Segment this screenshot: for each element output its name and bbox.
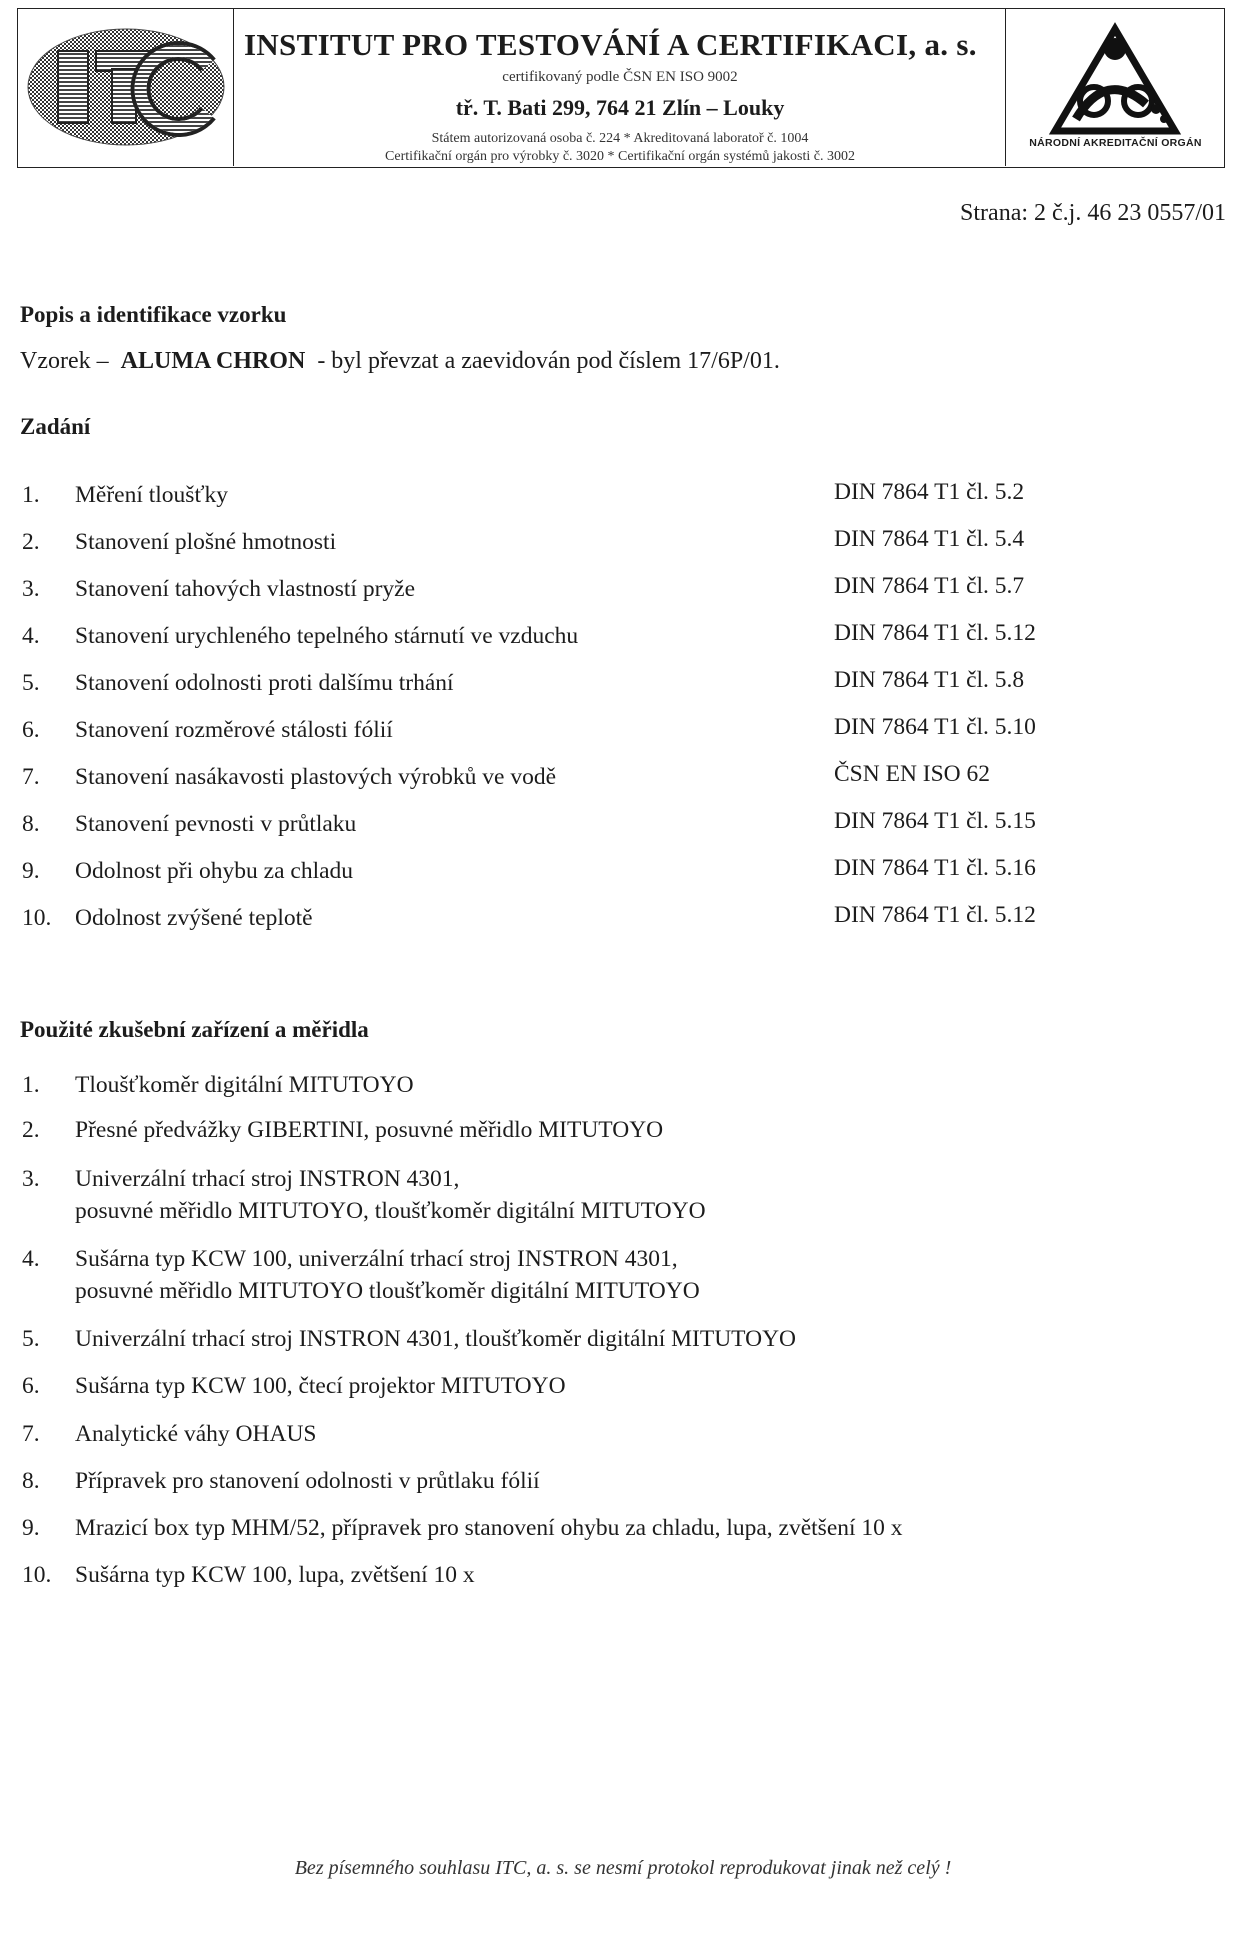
test-standard: DIN 7864 T1 čl. 5.12: [834, 902, 1036, 928]
item-number: 3.: [22, 1166, 40, 1192]
assignment-row: [0, 761, 1246, 798]
assignment-row: [0, 620, 1246, 657]
item-number: 6.: [22, 1373, 40, 1399]
equipment-row: [0, 1246, 1246, 1304]
test-standard: DIN 7864 T1 čl. 5.7: [834, 573, 1025, 599]
item-number: 2.: [22, 529, 40, 555]
equipment-text: Tloušťkoměr digitální MITUTOYO: [75, 1072, 414, 1098]
equipment-text: Mrazicí box typ MHM/52, přípravek pro stanovení ohybu za chladu, lupa, zvětšení 10 x: [75, 1515, 903, 1541]
item-number: 3.: [22, 576, 40, 602]
assignment-row: [0, 855, 1246, 892]
equipment-row: [0, 1468, 1246, 1502]
institute-address: tř. T. Bati 299, 764 21 Zlín – Louky: [455, 95, 785, 120]
authorization-line-2: Certifikační orgán pro výrobky č. 3020 * Certifikační orgán systémů jakosti č. 3002: [385, 149, 855, 164]
item-number: 9.: [22, 858, 40, 884]
sample-prefix: Vzorek –: [20, 348, 109, 374]
equipment-text-continued: posuvné měřidlo MITUTOYO tloušťkoměr digitální MITUTOYO: [75, 1278, 700, 1304]
institute-name: INSTITUT PRO TESTOVÁNÍ A CERTIFIKACI, a. s.: [244, 27, 977, 62]
reproduction-notice: Bez písemného souhlasu ITC, a. s. se nesmí protokol reprodukovat jinak než celý !: [294, 1857, 952, 1879]
test-name: Stanovení nasákavosti plastových výrobků ve vodě: [75, 764, 557, 790]
equipment-row: [0, 1326, 1246, 1360]
item-number: 10.: [22, 1562, 52, 1588]
assignment-section-title: Zadání: [20, 414, 91, 439]
equipment-text: Přípravek pro stanovení odolnosti v průtlaku fólií: [75, 1468, 540, 1494]
test-standard: DIN 7864 T1 čl. 5.16: [834, 855, 1036, 881]
authorization-line-1: Státem autorizovaná osoba č. 224 * Akreditovaná laboratoř č. 1004: [431, 131, 809, 146]
test-name: Stanovení plošné hmotnosti: [75, 529, 337, 555]
item-number: 2.: [22, 1117, 40, 1143]
equipment-text: Univerzální trhací stroj INSTRON 4301, tloušťkoměr digitální MITUTOYO: [75, 1326, 797, 1352]
equipment-text: Sušárna typ KCW 100, čtecí projektor MITUTOYO: [75, 1373, 566, 1399]
equipment-text: Analytické váhy OHAUS: [75, 1421, 317, 1447]
equipment-row: [0, 1515, 1246, 1549]
item-number: 8.: [22, 1468, 40, 1494]
test-standard: DIN 7864 T1 čl. 5.8: [834, 667, 1025, 693]
equipment-text: Sušárna typ KCW 100, univerzální trhací stroj INSTRON 4301,: [75, 1246, 678, 1272]
letterhead: [17, 8, 1225, 168]
test-name: Odolnost zvýšené teplotě: [75, 905, 313, 931]
test-name: Měření tloušťky: [75, 482, 228, 508]
itc-logo: [18, 9, 233, 166]
test-name: Stanovení tahových vlastností pryže: [75, 576, 416, 602]
logo-text: ITC: [18, 9, 20, 10]
assignment-row: [0, 667, 1246, 704]
certification-note: certifikovaný podle ČSN EN ISO 9002: [502, 69, 738, 85]
item-number: 4.: [22, 623, 40, 649]
test-standard: DIN 7864 T1 čl. 5.10: [834, 714, 1036, 740]
test-standard: DIN 7864 T1 čl. 5.4: [834, 526, 1025, 552]
item-number: 10.: [22, 905, 52, 931]
equipment-row: [0, 1166, 1246, 1224]
sample-suffix: - byl převzat a zaevidován pod číslem 17/6P/01.: [317, 348, 780, 374]
sample-section-title: Popis a identifikace vzorku: [20, 302, 287, 327]
sample-description: [20, 348, 780, 375]
test-standard: DIN 7864 T1 čl. 5.12: [834, 620, 1036, 646]
item-number: 9.: [22, 1515, 40, 1541]
equipment-text-continued: posuvné měřidlo MITUTOYO, tloušťkoměr digitální MITUTOYO: [75, 1198, 706, 1224]
test-standard: DIN 7864 T1 čl. 5.2: [834, 479, 1025, 505]
item-number: 1.: [22, 1072, 40, 1098]
equipment-text: Univerzální trhací stroj INSTRON 4301,: [75, 1166, 460, 1192]
equipment-row: [0, 1117, 1246, 1151]
test-standard: DIN 7864 T1 čl. 5.15: [834, 808, 1036, 834]
accreditation-logo: [1006, 9, 1225, 137]
item-number: 5.: [22, 670, 40, 696]
test-standard: ČSN EN ISO 62: [834, 761, 991, 787]
item-number: 1.: [22, 482, 40, 508]
test-name: Stanovení pevnosti v průtlaku: [75, 811, 357, 837]
accreditation-logo-box: [1005, 9, 1225, 166]
item-number: 8.: [22, 811, 40, 837]
equipment-text: Přesné předvážky GIBERTINI, posuvné měřidlo MITUTOYO: [75, 1117, 664, 1143]
assignment-row: [0, 902, 1246, 939]
item-number: 6.: [22, 717, 40, 743]
accreditation-label: NÁRODNÍ AKREDITAČNÍ ORGÁN: [1029, 137, 1202, 149]
equipment-section-title: Použité zkušební zařízení a měřidla: [20, 1017, 369, 1042]
assignment-row: [0, 714, 1246, 751]
itc-logo-box: [18, 9, 234, 166]
equipment-row: [0, 1421, 1246, 1455]
test-name: Stanovení urychleného tepelného stárnutí ve vzduchu: [75, 623, 579, 649]
equipment-text: Sušárna typ KCW 100, lupa, zvětšení 10 x: [75, 1562, 475, 1588]
assignment-row: [0, 573, 1246, 610]
page-reference: Strana: 2 č.j. 46 23 0557/01: [960, 200, 1226, 226]
equipment-row: [0, 1373, 1246, 1407]
test-name: Stanovení rozměrové stálosti fólií: [75, 717, 393, 743]
equipment-row: [0, 1072, 1246, 1106]
letterhead-text: [234, 9, 1006, 166]
test-name: Odolnost při ohybu za chladu: [75, 858, 354, 884]
item-number: 7.: [22, 764, 40, 790]
item-number: 5.: [22, 1326, 40, 1352]
item-number: 7.: [22, 1421, 40, 1447]
assignment-row: [0, 526, 1246, 563]
item-number: 4.: [22, 1246, 40, 1272]
test-name: Stanovení odolnosti proti dalšímu trhání: [75, 670, 454, 696]
sample-name: ALUMA CHRON: [120, 348, 306, 374]
assignment-row: [0, 808, 1246, 845]
equipment-row: [0, 1562, 1246, 1596]
assignment-row: [0, 479, 1246, 516]
